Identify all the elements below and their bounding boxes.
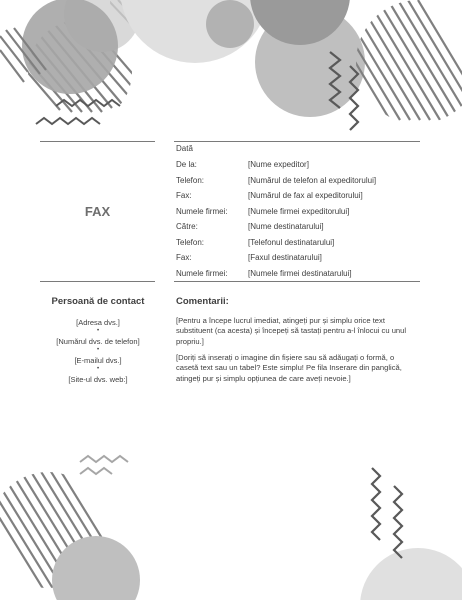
field-label: De la: xyxy=(176,160,197,169)
bullet-separator: • xyxy=(96,347,100,353)
header-top-rule-right xyxy=(174,141,420,142)
contact-website[interactable]: [Site-ul dvs. web:] xyxy=(68,375,128,384)
contact-phone[interactable]: [Numărul dvs. de telefon] xyxy=(56,337,140,346)
field-value[interactable]: [Faxul destinatarului] xyxy=(248,253,322,262)
field-label: Telefon: xyxy=(176,175,205,185)
field-value[interactable]: [Nume destinatarului] xyxy=(248,222,324,231)
circle-shape xyxy=(206,0,254,48)
contact-address[interactable]: [Adresa dvs.] xyxy=(76,318,120,327)
header-top-rule-left xyxy=(40,141,155,142)
bullet-separator: • xyxy=(96,366,100,372)
comment-paragraph[interactable]: [Pentru a începe lucrul imediat, atingeți pur și simplu orice text substituent (ca acesta) și începeți să tastați pentru a-l înlocui cu unul propriu.] xyxy=(176,316,407,346)
field-label: Numele firmei: xyxy=(176,206,228,216)
field-label: Telefon: xyxy=(176,237,205,247)
field-label: Fax: xyxy=(176,191,192,200)
header-bottom-rule-right xyxy=(174,281,420,282)
zigzag-shape xyxy=(80,468,112,474)
field-value[interactable]: [Numărul de fax al expeditorului] xyxy=(248,191,363,200)
bullet-separator: • xyxy=(96,328,100,334)
field-label: Către: xyxy=(176,222,198,231)
field-value[interactable]: [Telefonul destinatarului] xyxy=(248,237,335,247)
zigzag-shape xyxy=(36,118,100,124)
field-label: Fax: xyxy=(176,253,192,262)
fax-title: FAX xyxy=(84,204,111,219)
zigzag-shape xyxy=(394,486,402,558)
comment-paragraph[interactable]: [Doriți să inserați o imagine din fișiere sau să adăugați o formă, o casetă text sau un tabel? Este simplu! Pe fila Inserare din panglică, atingeți pur și simplu opțiunea de care aveți nevoie.] xyxy=(176,353,402,383)
circle-shape xyxy=(22,0,118,94)
contact-title: Persoană de contact xyxy=(51,296,145,307)
header-bottom-rule-left xyxy=(40,281,155,282)
contact-email[interactable]: [E-mailul dvs.] xyxy=(74,356,122,365)
field-label: Numele firmei: xyxy=(176,268,228,278)
circle-shape xyxy=(52,536,140,600)
zigzag-shape xyxy=(372,468,380,540)
field-label: Dată xyxy=(176,144,193,153)
field-value[interactable]: [Nume expeditor] xyxy=(248,160,309,169)
field-value[interactable]: [Numărul de telefon al expeditorului] xyxy=(248,175,377,185)
field-value[interactable]: [Numele firmei expeditorului] xyxy=(248,206,350,216)
zigzag-shape xyxy=(80,456,128,462)
field-value[interactable]: [Numele firmei destinatarului] xyxy=(248,268,352,278)
comments-title: Comentarii: xyxy=(176,296,229,307)
circle-shape xyxy=(360,548,462,600)
top-decoration xyxy=(0,0,462,140)
bottom-left-hatch xyxy=(0,470,140,600)
